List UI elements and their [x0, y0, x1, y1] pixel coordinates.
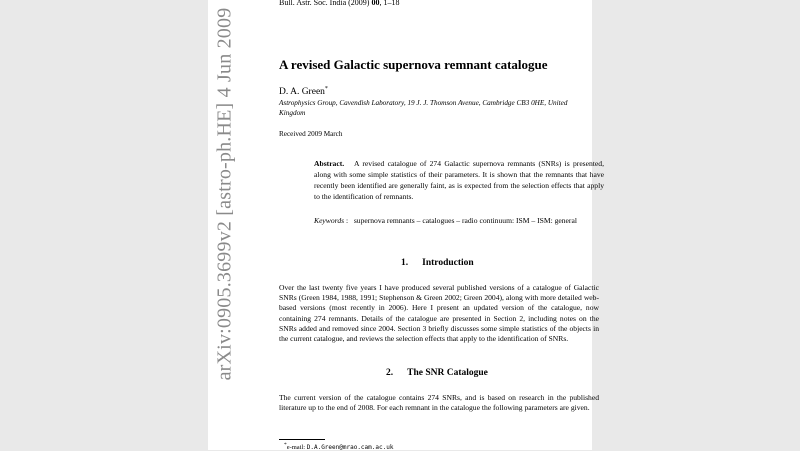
footnote-rule: [279, 439, 325, 440]
received-date: Received 2009 March: [279, 130, 343, 138]
section-number: 1.: [401, 258, 409, 268]
keywords: Keywords : supernova remnants – catalogues – radio continuum: ISM – ISM: general: [314, 216, 577, 225]
section-title: Introduction: [422, 258, 474, 268]
snr-catalogue-paragraph: The current version of the catalogue contains 274 SNRs, and is based on research in the published literature up to the end of 2008. For each remnant in the catalogue the following parameters are given.: [279, 393, 599, 413]
journal-volume: 00: [371, 0, 380, 7]
abstract-label: Abstract.: [314, 159, 345, 168]
section-number: 2.: [386, 368, 394, 378]
keywords-label: Keywords: [314, 216, 345, 225]
section-heading-introduction: [401, 258, 474, 268]
journal-name: Bull. Astr. Soc. India (2009): [279, 0, 370, 7]
section-heading-snr-catalogue: [386, 368, 488, 378]
arxiv-stamp-text: arXiv:0905.3699v2 [astro-ph.HE] 4 Jun 2009: [213, 7, 236, 381]
author-footnote-marker: *: [324, 86, 328, 92]
journal-pages: , 1–18: [379, 0, 400, 7]
keywords-text: supernova remnants – catalogues – radio continuum: ISM – ISM: general: [353, 216, 577, 225]
abstract-text: A revised catalogue of 274 Galactic supernova remnants (SNRs) is presented, along with some simple statistics of their parameters. It is shown that the remnants that have recently been identified are generally faint, as is expected from the selection effects that apply to the identification of remnants.: [314, 159, 604, 201]
footnote-label: e-mail:: [286, 444, 307, 451]
introduction-paragraph: Over the last twenty five years I have produced several published versions of a catalogue of Galactic SNRs (Green 1984, 1988, 1991; Stephenson & Green 2002; Green 2004), along with more detailed web-based versions (most recently in 2006). Here I present an updated version of the catalogue, now containing 274 remnants. Details of the catalogue are presented in Section 2, including notes on the SNRs added and removed since 2004. Section 3 briefly discusses some simple statistics of the objects in the current catalogue, and reviews the selection effects that apply to the identification of SNRs.: [279, 283, 599, 344]
author-name: D. A. Green: [279, 87, 325, 98]
running-header: [279, 0, 399, 7]
footnote-email: D.A.Green@mrao.cam.ac.uk: [306, 444, 394, 451]
author-line: [279, 86, 328, 97]
section-title: The SNR Catalogue: [407, 368, 488, 378]
abstract: [314, 158, 604, 202]
arxiv-stamp: [212, 7, 238, 381]
affiliation: Astrophysics Group, Cavendish Laboratory, 19 J. J. Thomson Avenue, Cambridge CB3 0HE, United Kingdom: [279, 99, 568, 117]
paper-title: A revised Galactic supernova remnant catalogue: [279, 57, 548, 72]
footnote-marker: *: [284, 442, 287, 448]
